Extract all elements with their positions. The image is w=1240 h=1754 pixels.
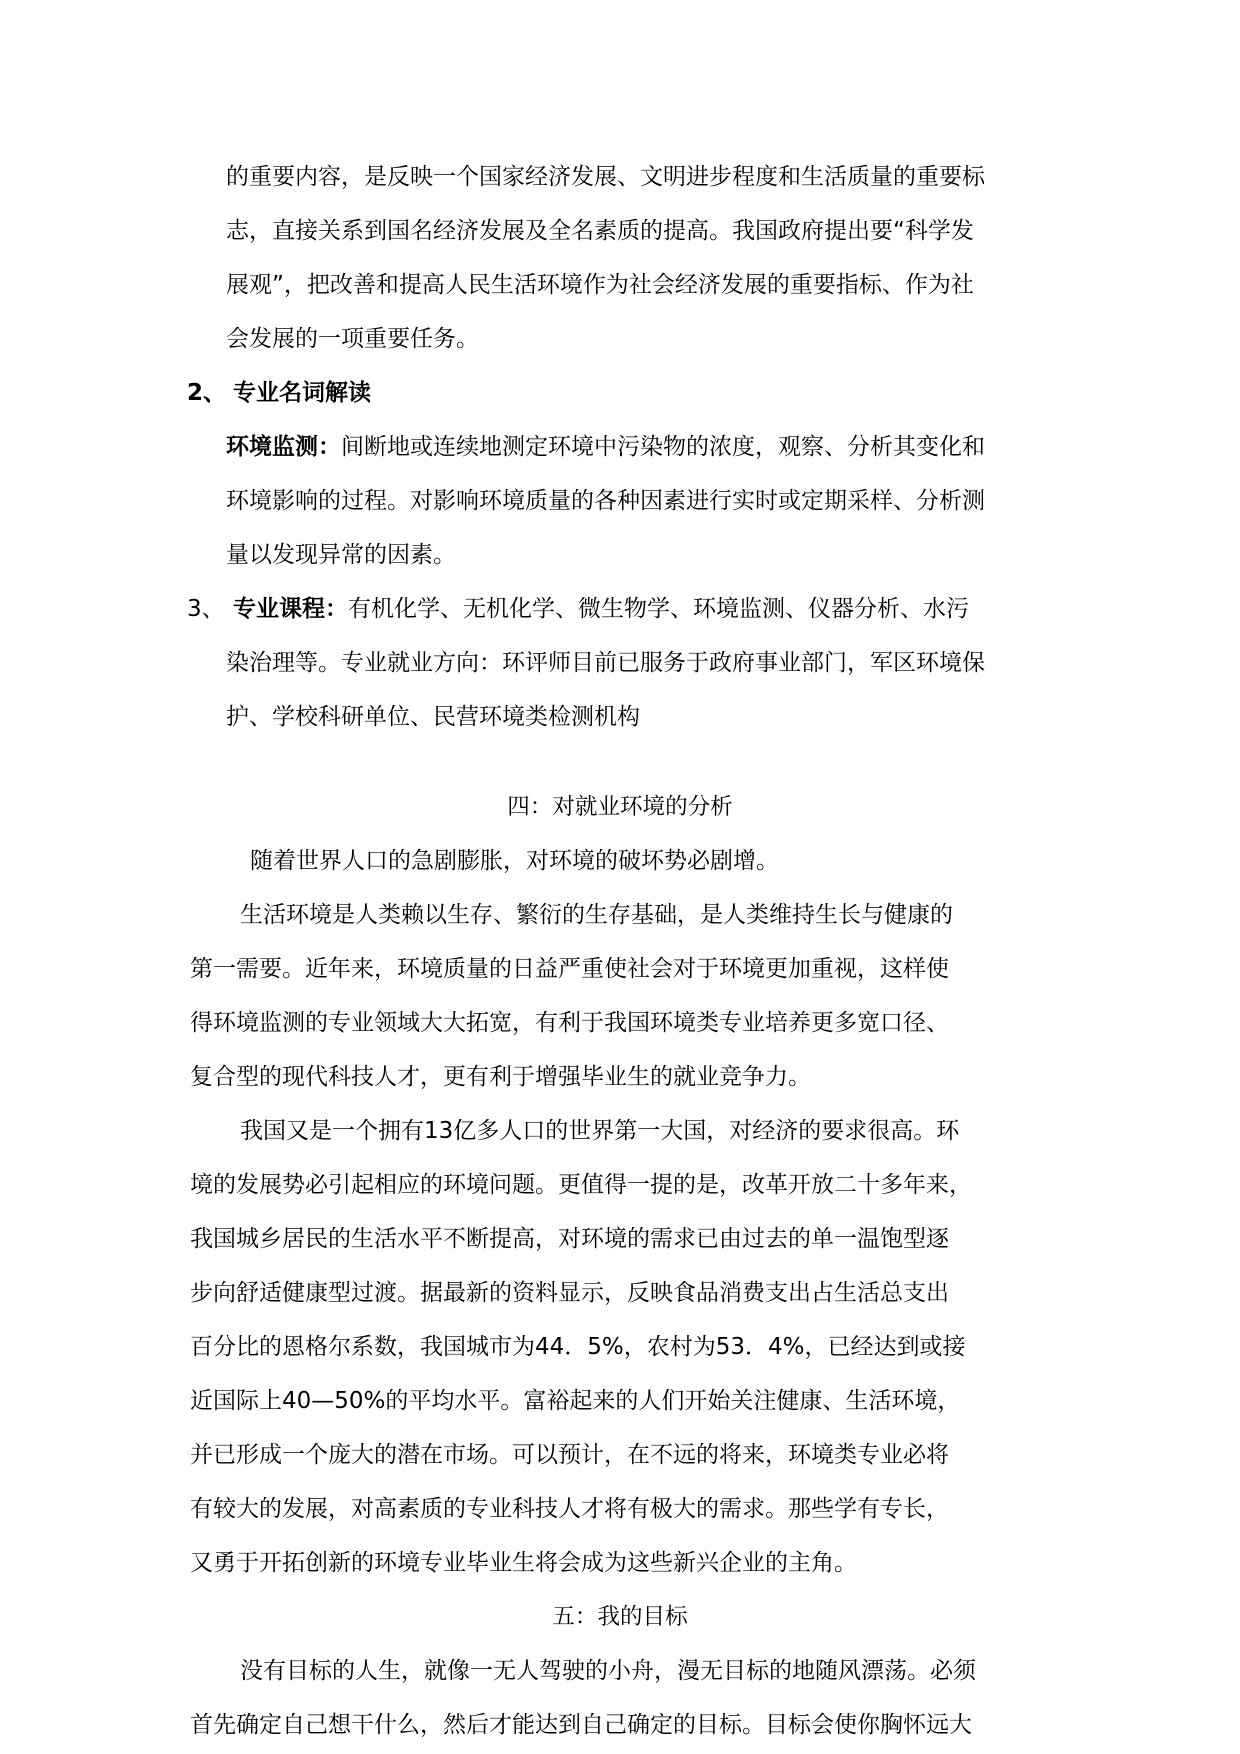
paragraph-line: 复合型的现代科技人才，更有利于增强毕业生的就业竞争力。 xyxy=(190,1064,811,1090)
paragraph-line: 我国又是一个拥有13亿多人口的世界第一大国，对经济的要求很高。环 xyxy=(240,1118,960,1144)
paragraph-line: 生活环境是人类赖以生存、繁衍的生存基础，是人类维持生长与健康的 xyxy=(240,902,953,928)
courses-line: 染治理等。专业就业方向：环评师目前已服务于政府事业部门，军区环境保 xyxy=(226,650,985,676)
section-heading: 四：对就业环境的分析 xyxy=(507,794,733,820)
section-number: 3、 xyxy=(187,596,225,622)
paragraph-line: 随着世界人口的急剧膨胀，对环境的破坏势必剧增。 xyxy=(250,848,779,874)
intro-line: 展观”，把改善和提高人民生活环境作为社会经济发展的重要指标、作为社 xyxy=(226,272,974,298)
paragraph-line: 我国城乡居民的生活水平不断提高，对环境的需求已由过去的单一温饱型逐 xyxy=(190,1226,949,1252)
intro-line: 的重要内容，是反映一个国家经济发展、文明进步程度和生活质量的重要标 xyxy=(226,164,985,190)
paragraph-line: 境的发展势必引起相应的环境问题。更值得一提的是，改革开放二十多年来， xyxy=(190,1172,972,1198)
definition-text: 间断地或连续地测定环境中污染物的浓度，观察、分析其变化和 xyxy=(341,434,985,460)
section-heading xyxy=(187,378,371,408)
paragraph-line: 首先确定自己想干什么，然后才能达到自己确定的目标。目标会使你胸怀远大 xyxy=(190,1712,972,1738)
section-heading: 五：我的目标 xyxy=(552,1604,688,1630)
section-title: 专业名词解读 xyxy=(233,380,371,406)
section-number: 2、 xyxy=(187,380,227,406)
courses-text: 有机化学、无机化学、微生物学、环境监测、仪器分析、水污 xyxy=(348,596,969,622)
courses-line: 护、学校科研单位、民营环境类检测机构 xyxy=(226,704,640,730)
paragraph-line: 近国际上40—50%的平均水平。富裕起来的人们开始关注健康、生活环境， xyxy=(190,1388,961,1414)
definition-line xyxy=(226,432,985,462)
paragraph-line: 得环境监测的专业领域大大拓宽，有利于我国环境类专业培养更多宽口径、 xyxy=(190,1010,949,1036)
term-label: 环境监测： xyxy=(226,434,341,460)
definition-line: 环境影响的过程。对影响环境质量的各种因素进行实时或定期采样、分析测 xyxy=(226,488,985,514)
paragraph-line: 百分比的恩格尔系数，我国城市为44．5%，农村为53．4%，已经达到或接 xyxy=(190,1334,966,1360)
intro-line: 会发展的一项重要任务。 xyxy=(226,326,479,352)
paragraph-line: 有较大的发展，对高素质的专业科技人才将有极大的需求。那些学有专长， xyxy=(190,1496,949,1522)
paragraph-line: 没有目标的人生，就像一无人驾驶的小舟，漫无目标的地随风漂荡。必须 xyxy=(240,1658,976,1684)
paragraph-line: 第一需要。近年来，环境质量的日益严重使社会对于环境更加重视，这样使 xyxy=(190,956,949,982)
paragraph-line: 并已形成一个庞大的潜在市场。可以预计，在不远的将来，环境类专业必将 xyxy=(190,1442,949,1468)
intro-line: 志，直接关系到国名经济发展及全名素质的提高。我国政府提出要“科学发 xyxy=(226,218,974,244)
courses-line xyxy=(187,594,969,624)
paragraph-line: 步向舒适健康型过渡。据最新的资料显示，反映食品消费支出占生活总支出 xyxy=(190,1280,949,1306)
courses-label: 专业课程： xyxy=(233,596,348,622)
paragraph-line: 又勇于开拓创新的环境专业毕业生将会成为这些新兴企业的主角。 xyxy=(190,1550,857,1576)
definition-line: 量以发现异常的因素。 xyxy=(226,542,456,568)
